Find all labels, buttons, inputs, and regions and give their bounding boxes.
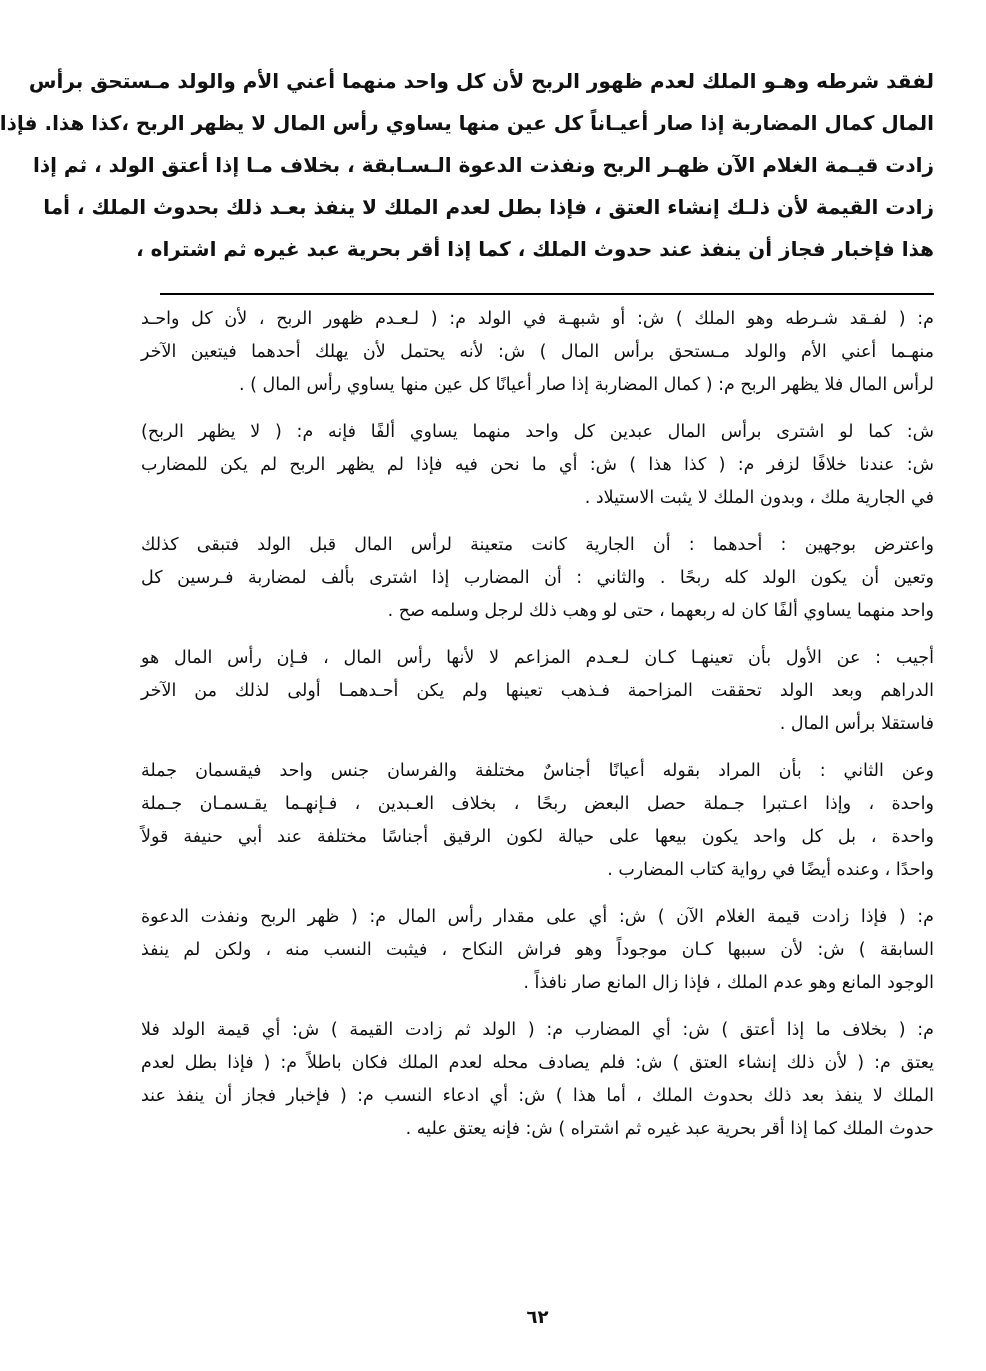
main-text-line: زادت القيمة لأن ذلـك إنشاء العتق ، فإذا بطل لعدم الملك لا ينفذ بعـد ذلك بحدوث الملك ، أما (43, 195, 934, 219)
main-text-line: المال كمال المضاربة إذا صار أعيـاناً كل عين منها يساوي رأس المال لا يظهر الربح ،كذا هذا. فإذا (0, 111, 934, 135)
main-text-block (0, 60, 934, 270)
commentary-paragraph (141, 303, 934, 402)
commentary-line: الوجود المانع وهو عدم الملك ، فإذا زال المانع صار نافذاً . (523, 973, 934, 993)
main-text-line: لفقد شرطه وهـو الملك لعدم ظهور الربح لأن كل واحد منهما أعني الأم والولد مـستحق برأس (28, 69, 934, 93)
commentary-line: واحدًا ، وعنده أيضًا في رواية كتاب المضارب . (607, 860, 934, 880)
commentary-paragraph (141, 416, 934, 515)
commentary-paragraph (141, 642, 934, 741)
commentary-line: منهـما أعني الأم والولد مـستحق برأس المال ) ش: لأنه يحتمل لأن يهلك أحدهما فيتعين الآخر (141, 342, 934, 362)
commentary-line: في الجارية ملك ، وبدون الملك لا يثبت الاستيلاد . (584, 488, 934, 508)
main-text-line: زادت قيـمة الغلام الآن ظهـر الربح ونفذت الدعوة الـسـابقة ، بخلاف مـا إذا أعتق الولد ، ثم إذا (32, 153, 934, 177)
commentary-line: الملك لا ينفذ بعد ذلك بحدوث الملك ، أما هذا ) ش: أي ادعاء النسب م: ( فإخبار فجاز أن ينفذ عند (141, 1086, 934, 1106)
commentary-paragraph (141, 529, 934, 628)
commentary-line: وتعين أن يكون الولد كله ربحًا . والثاني : أن المضارب إذا اشترى بألف لمضاربة فـرسين كل (141, 568, 934, 588)
page-number: ٦٢ (526, 1307, 549, 1328)
commentary-line: وعن الثاني : بأن المراد بقوله أعيانًا أجناسٌ مختلفة والفرسان جنس واحد فيقسمان جملة (141, 761, 934, 781)
commentary-paragraph (141, 1014, 934, 1146)
separator-rule (160, 293, 934, 295)
commentary-line: ش: كما لو اشترى برأس المال عبدين كل واحد منهما يساوي ألفًا فإنه م: ( لا يظهر الربح) (141, 422, 934, 442)
commentary-paragraph (141, 755, 934, 887)
commentary-line: يعتق م: ( لأن ذلك إنشاء العتق ) ش: فلم يصادف محله لعدم الملك فكان باطلاً م: ( فإذا بطل لعدم (141, 1053, 934, 1073)
commentary-line: واعترض بوجهين : أحدهما : أن الجارية كانت متعينة لرأس المال قبل الولد فتبقى كذلك (141, 535, 934, 555)
commentary-line: واحد منهما يساوي ألفًا كان له ربعهما ، حتى لو وهب ذلك لرجل وسلمه صح . (387, 601, 934, 621)
commentary-line: م: ( لفـقد شـرطه وهو الملك ) ش: أو شبهـة في الولد م: ( لـعـدم ظهور الربح ، لأن كل واحـد (141, 309, 934, 329)
commentary-line: واحدة ، وإذا اعـتبرا جـملة حصل البعض ربحًا ، بخلاف العـبدين ، فـإنهـما يقـسمـان جـملة (141, 794, 934, 814)
commentary-paragraph (141, 901, 934, 1000)
commentary-line: واحدة ، بل كل واحد يكون بيعها على حيالة لكون الرقيق أجناسًا مختلفة عند أبي حنيفة قولاً (141, 827, 934, 847)
commentary-line: لرأس المال فلا يظهر الربح م: ( كمال المضاربة إذا صار أعيانًا كل عين منها يساوي رأس المال ) . (239, 375, 934, 395)
commentary-line: م: ( فإذا زادت قيمة الغلام الآن ) ش: أي على مقدار رأس المال م: ( ظهر الربح ونفذت الدعوة (141, 907, 934, 927)
main-text-line: هذا فإخبار فجاز أن ينفذ عند حدوث الملك ، كما إذا أقر بحرية عبد غيره ثم اشتراه ، (136, 237, 934, 261)
commentary-line: م: ( بخلاف ما إذا أعتق ) ش: أي المضارب م: ( الولد ثم زادت القيمة ) ش: أي قيمة الولد فلا (141, 1020, 934, 1040)
commentary-line: الدراهم وبعد الولد تحققت المزاحمة فـذهب تعينها ولم يكن أحـدهمـا أولى لذلك من الآخر (141, 681, 934, 701)
commentary-block (141, 303, 934, 1160)
commentary-line: أجيب : عن الأول بأن تعينهـا كـان لـعـدم المزاعم لا لأنها رأس المال ، فـإن رأس المال هو (141, 648, 934, 668)
commentary-line: فاستقلا برأس المال . (779, 714, 934, 734)
commentary-line: حدوث الملك كما إذا أقر بحرية عبد غيره ثم اشتراه ) ش: فإنه يعتق عليه . (405, 1119, 934, 1139)
commentary-line: ش: عندنا خلافًا لزفر م: ( كذا هذا ) ش: أي ما نحن فيه فإذا لم يظهر الربح لم يكن للمضارب (141, 455, 934, 475)
commentary-line: السابقة ) ش: لأن سببها كـان موجوداً وهو فراش النكاح ، فيثبت النسب منه ، ولكن لم ينفذ (141, 940, 934, 960)
